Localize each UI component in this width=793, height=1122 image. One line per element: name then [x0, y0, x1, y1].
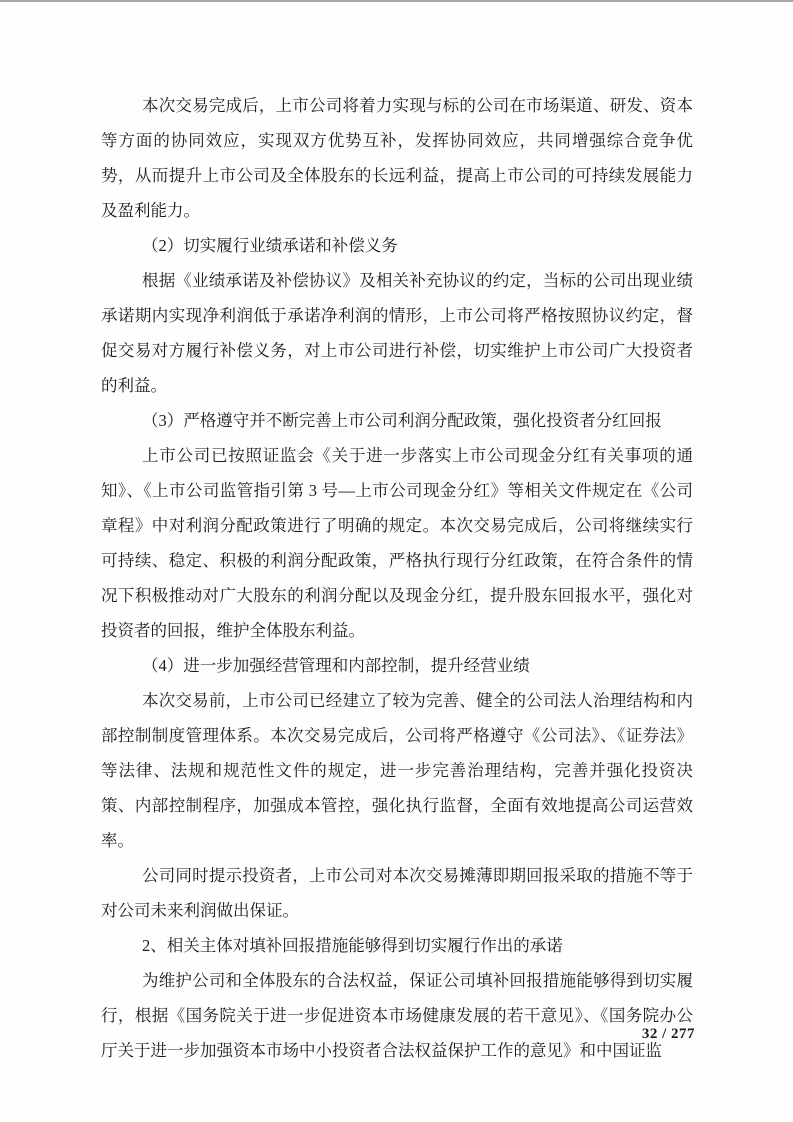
heading-item-2-performance-commitment: （2）切实履行业绩承诺和补偿义务 [142, 236, 398, 255]
heading-item-4-internal-control: （4）进一步加强经营管理和内部控制，提升经营业绩 [142, 656, 530, 675]
paragraph-legal-basis: 为维护公司和全体股东的合法权益，保证公司填补回报措施能够得到切实履行，根据《国务院关于进一步促进资本市场健康发展的若干意见》、《国务院办公厅关于进一步加强资本市场中小投资者合法权益保护工作的意见》和中国证监 [101, 971, 693, 1060]
heading-section-2-commitments: 2、相关主体对填补回报措施能够得到切实履行作出的承诺 [142, 936, 563, 955]
document-content [101, 88, 693, 1068]
page-number: 32 / 277 [641, 1026, 695, 1042]
paragraph-synergy-effects: 本次交易完成后，上市公司将着力实现与标的公司在市场渠道、研发、资本等方面的协同效应，实现双方优势互补，发挥协同效应，共同增强综合竞争优势，从而提升上市公司及全体股东的长远利益，提高上市公司的可持续发展能力及盈利能力。 [101, 96, 693, 220]
paragraph-investor-notice: 公司同时提示投资者，上市公司对本次交易摊薄即期回报采取的措施不等于对公司未来利润做出保证。 [101, 866, 693, 920]
paragraph-governance-structure: 本次交易前，上市公司已经建立了较为完善、健全的公司法人治理结构和内部控制制度管理体系。本次交易完成后，公司将严格遵守《公司法》、《证券法》等法律、法规和规范性文件的规定，进一步完善治理结构，完善并强化投资决策、内部控制程序，加强成本管控，强化执行监督，全面有效地提高公司运营效率。 [101, 691, 693, 850]
paragraph-dividend-policy: 上市公司已按照证监会《关于进一步落实上市公司现金分红有关事项的通知》、《上市公司监管指引第 3 号—上市公司现金分红》等相关文件规定在《公司章程》中对利润分配政策进行了明确的规定。本次交易完成后，公司将继续实行可持续、稳定、积极的利润分配政策，严格执行现行分红政策，在符合条件的情况下积极推动对广大股东的利润分配以及现金分红，提升股东回报水平，强化对投资者的回报，维护全体股东利益。 [101, 446, 693, 640]
heading-item-3-profit-distribution: （3）严格遵守并不断完善上市公司利润分配政策，强化投资者分红回报 [142, 411, 662, 430]
paragraph-compensation-obligation: 根据《业绩承诺及补偿协议》及相关补充协议的约定，当标的公司出现业绩承诺期内实现净利润低于承诺净利润的情形，上市公司将严格按照协议约定，督促交易对方履行补偿义务，对上市公司进行补偿，切实维护上市公司广大投资者的利益。 [101, 271, 693, 395]
scan-edge-line [0, 0, 793, 2]
